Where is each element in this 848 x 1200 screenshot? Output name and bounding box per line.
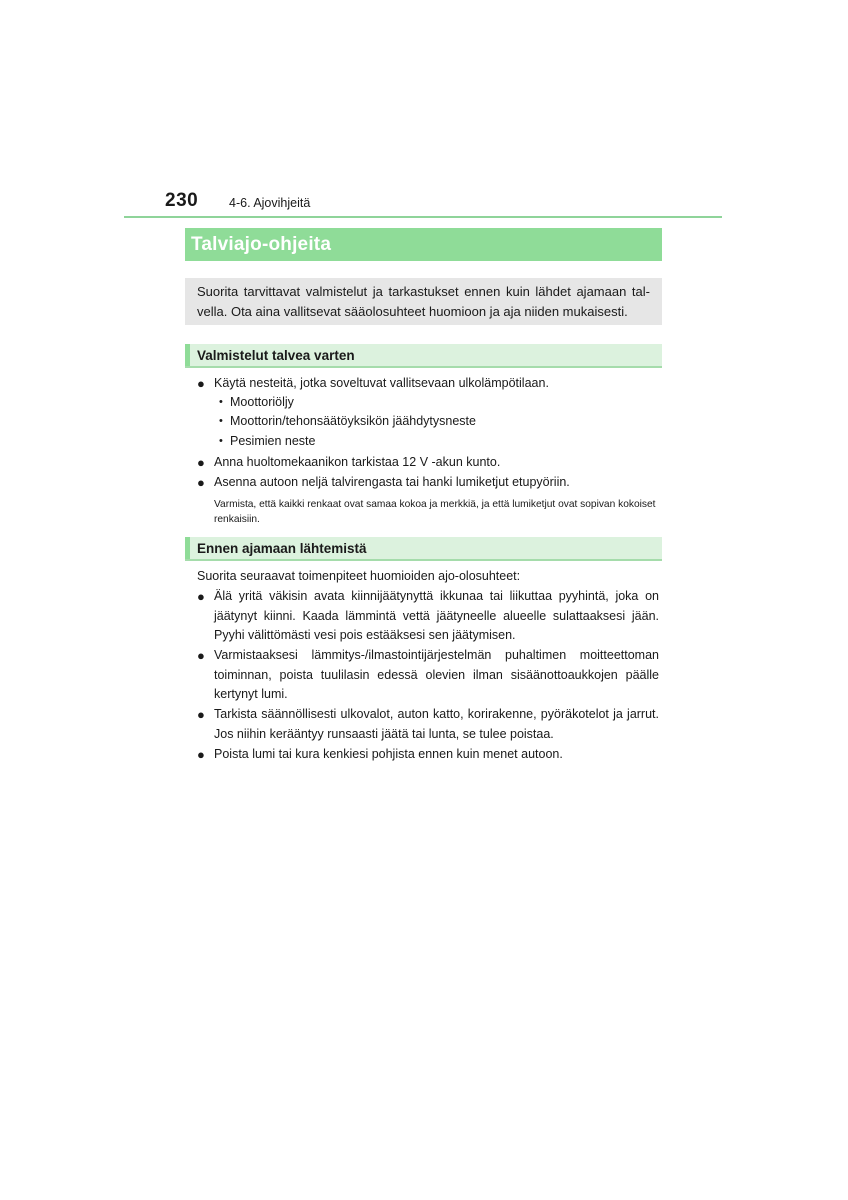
list-item: Älä yritä väkisin avata kiinnijäätynyttä ikkunaa tai liikuttaa pyyhintä, joka on jäätynyt kiinni. Kaada lämmintä vettä jäätyneelle alueelle sulattaaksesi jään. Pyyhi välittömästi vesi pois estääksesi sen jäätymisen. (214, 589, 659, 642)
list-item: Asenna autoon neljä talvirengasta tai hanki lumiketjut etupyöriin. (214, 475, 570, 489)
section-lead: Suorita seuraavat toimenpiteet huomioiden ajo-olosuhteet: (197, 569, 521, 583)
sub-bullet-icon: • (219, 435, 223, 447)
sub-bullet-icon: • (219, 415, 223, 427)
list-item: Poista lumi tai kura kenkiesi pohjista ennen kuin menet autoon. (214, 747, 563, 761)
section-heading-preparations (185, 344, 662, 368)
intro-box: Suorita tarvittavat valmistelut ja tarkastukset ennen kuin lähdet ajamaan tal- vella. Ota aina vallitsevat sääolosuhteet huomioon ja aja niiden mukaisesti. (185, 278, 662, 325)
title-banner (185, 228, 662, 261)
bullet-icon: ● (197, 707, 205, 722)
bullet-icon: ● (197, 648, 205, 663)
list-item: Tarkista säännöllisesti ulkovalot, auton katto, korirakenne, pyöräkotelot ja jarrut. Jos niihin kerääntyy runsaasti jäätä tai lunta, se tulee poistaa. (214, 707, 659, 741)
list-item: Anna huoltomekaanikon tarkistaa 12 V -akun kunto. (214, 455, 501, 469)
bullet-icon: ● (197, 589, 205, 604)
page-number: 230 (165, 190, 199, 211)
list-item: Varmistaaksesi lämmitys-/ilmastointijärjestelmän puhaltimen moitteettoman toiminnan, poista tuulilasin edessä olevien ilman sisäänottoaukkojen päälle kertynyt lumi. (214, 648, 659, 701)
sub-bullet-icon: • (219, 396, 223, 408)
bullet-icon: ● (197, 376, 205, 391)
list-item: Käytä nesteitä, jotka soveltuvat vallitsevaan ulkolämpötilaan. (214, 376, 549, 390)
sub-list-item: Pesimien neste (230, 434, 316, 448)
sub-list-item: Moottorin/tehonsäätöyksikön jäähdytysneste (230, 414, 476, 428)
bullet-icon: ● (197, 475, 205, 490)
bullet-icon: ● (197, 747, 205, 762)
section-heading-text: Ennen ajamaan lähtemistä (197, 540, 367, 556)
header-divider (124, 216, 722, 218)
bullet-icon: ● (197, 455, 205, 470)
note-text: Varmista, että kaikki renkaat ovat samaa kokoa ja merkkiä, ja että lumiketjut ovat sopivan kokoiset renkaisiin. (214, 499, 656, 525)
section-heading-text: Valmistelut talvea varten (197, 347, 355, 363)
section-heading-before-driving (185, 537, 662, 561)
section-reference: 4-6. Ajovihjeitä (229, 196, 311, 210)
sub-list-item: Moottoriöljy (230, 395, 294, 409)
page-title: Talviajo-ohjeita (191, 233, 332, 255)
